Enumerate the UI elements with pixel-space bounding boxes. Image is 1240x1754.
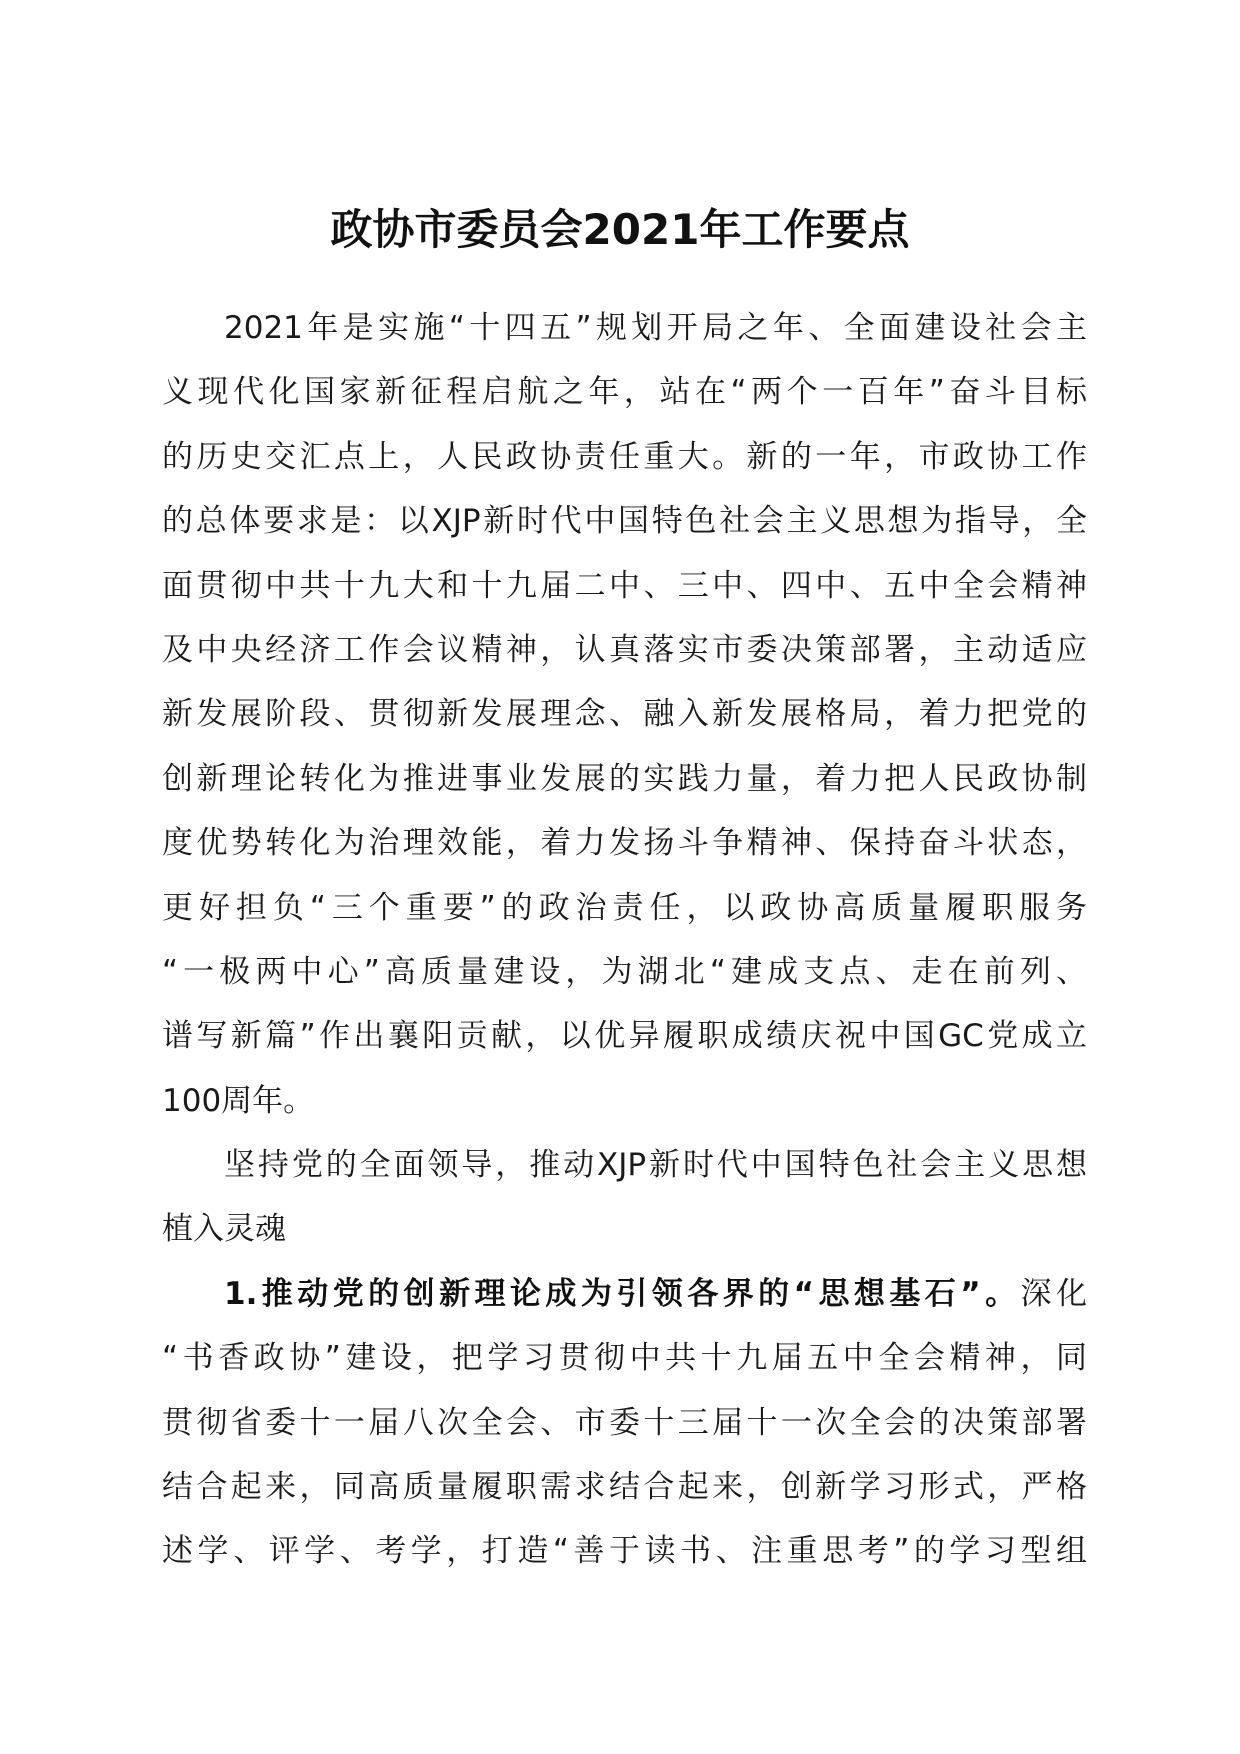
item-1-bold-lead: 1.推动党的创新理论成为引领各界的“思想基石”。: [224, 1275, 1021, 1312]
section-heading-line: 植入灵魂: [162, 1211, 286, 1248]
paragraph-1-line: 谱写新篇”作出襄阳贡献，以优异履职成绩庆祝中国GC党成立: [162, 1018, 1087, 1055]
paragraph-1-line: 100周年。: [162, 1082, 315, 1119]
item-1-first-line-rest: 深化: [1020, 1275, 1088, 1312]
paragraph-1-line: 创新理论转化为推进事业发展的实践力量，着力把人民政协制: [162, 760, 1087, 797]
section-heading-line: 坚持党的全面领导，推动XJP新时代中国特色社会主义思想: [224, 1147, 1087, 1184]
document-body: [162, 296, 1087, 1584]
paragraph-1-line: 2021年是实施“十四五”规划开局之年、全面建设社会主: [224, 310, 1087, 346]
item-1-line: 贯彻省委十一届八次全会、市委十三届十一次全会的决策部署: [162, 1404, 1087, 1441]
paragraph-1-line: 义现代化国家新征程启航之年，站在“两个一百年”奋斗目标: [162, 374, 1087, 411]
paragraph-1-line: 新发展阶段、贯彻新发展理念、融入新发展格局，着力把党的: [162, 696, 1087, 733]
paragraph-1-line: 及中央经济工作会议精神，认真落实市委决策部署，主动适应: [162, 631, 1087, 668]
document-title: 政协市委员会2021年工作要点: [330, 205, 910, 254]
paragraph-1-line: 度优势转化为治理效能，着力发扬斗争精神、保持奋斗状态，: [162, 825, 1087, 862]
item-1-line: 结合起来，同高质量履职需求结合起来，创新学习形式，严格: [162, 1469, 1087, 1506]
paragraph-1-line: 面贯彻中共十九大和十九届二中、三中、四中、五中全会精神: [162, 567, 1087, 604]
paragraph-1-line: 的历史交汇点上，人民政协责任重大。新的一年，市政协工作: [162, 438, 1087, 475]
item-1-line: “书香政协”建设，把学习贯彻中共十九届五中全会精神，同: [162, 1340, 1087, 1377]
paragraph-1-line: 的总体要求是：以XJP新时代中国特色社会主义思想为指导，全: [162, 503, 1087, 540]
paragraph-1-line: “一极两中心”高质量建设，为湖北“建成支点、走在前列、: [162, 953, 1087, 990]
item-1-first-line: [162, 1262, 1087, 1326]
paragraph-1-line: 更好担负“三个重要”的政治责任，以政协高质量履职服务: [162, 889, 1087, 926]
item-1-line: 述学、评学、考学，打造“善于读书、注重思考”的学习型组: [162, 1533, 1087, 1570]
